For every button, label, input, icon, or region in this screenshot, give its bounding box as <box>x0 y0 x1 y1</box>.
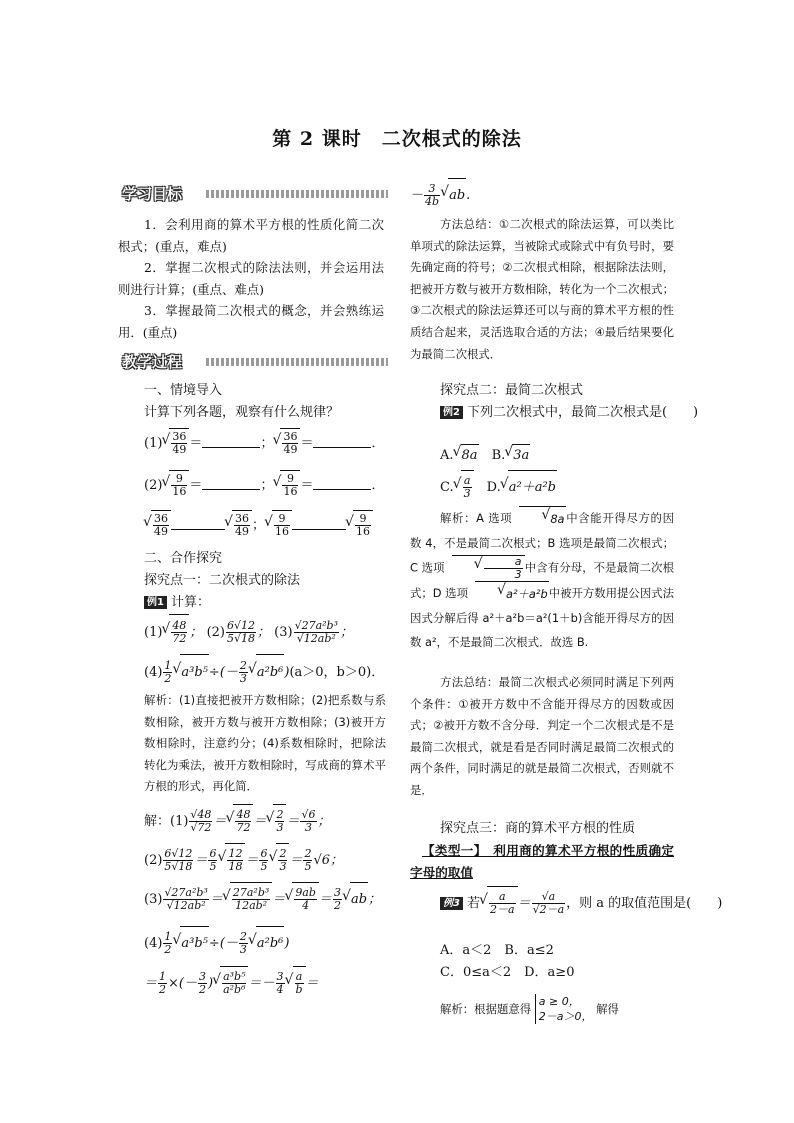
answer-blank <box>313 477 371 490</box>
section-goals-header <box>118 184 388 204</box>
goal-3: 3．掌握最简二次根式的概念，并会熟练运用．(重点) <box>118 303 384 340</box>
analysis-2: 解析：A 选项√ 8a中含能开得尽方的因数 4，不是最简二次根式；B 选项是最简二次根式；C 选项 √ $\frac{a}{3}$ 中含有分母，不是最简二次根式；D 选项√ a²＋a²b中被开方数用提公因式法因式分解后得 a²＋a²b＝a²(1＋b)含能开得尽方的因数 a²，不是最简二次根式．故选 B. <box>410 506 674 654</box>
section-process-label: 教学过程 <box>122 353 183 371</box>
analysis-1: 解析：(1)直接把被开方数相除；(2)把系数与系数相除，被开方数与被开方数相除；(3)被开方数相除时，注意约分；(4)系数相除时，把除法转化为乘法，被开方数相除时，写成商的算术平方根的形式，再化简． <box>144 693 386 794</box>
question-1: (1) √ $\frac{36}{49}$ ＝ ； √ $\frac{36}{49}$ ＝ ． <box>144 428 384 459</box>
analysis-3: 解析：根据题意得 a ≥ 0， 2－a＞0， 解得 <box>440 995 619 1023</box>
condition-system: a ≥ 0， 2－a＞0， <box>535 994 593 1024</box>
example-1-item4: (4) $\frac{1}{2}$ √ a³b⁵÷(－ $\frac{2}{3}$ √ a²b⁶)(a＞0，b＞0)． <box>144 654 384 691</box>
solution-4: (4) $\frac{1}{2}$ √ a³b⁵÷(－ $\frac{2}{3}$ √ a²b⁶) <box>144 926 289 961</box>
answer-blank <box>202 435 260 448</box>
example-1: 例1 计算： <box>144 592 210 614</box>
example-3: 例3 若 √ $\frac{a}{2-a}$ ＝ $\frac{√a}{√2-a}$ ，则 a 的取值范围是( ) <box>440 886 722 921</box>
solution-4-result: － $\frac{3}{4b}$ √ ab. <box>410 178 470 213</box>
answer-blank <box>202 477 260 490</box>
goal-1: 1．会利用商的算术平方根的性质化简二次根式；(重点，难点) <box>118 217 384 254</box>
heading-situation: 一、情境导入 <box>144 383 223 398</box>
topic-1: 探究点一：二次根式的除法 <box>144 573 301 588</box>
comparison-row: √ $\frac{36}{49}$ √ $\frac{36}{49}$ ； √ $\frac{9}{16}$ √ $\frac{9}{16}$ <box>144 510 373 541</box>
solution-1: 解：(1) $\frac{√48}{√72}$ ＝ √ $\frac{48}{72}$ ＝ √ $\frac{2}{3}$ ＝ $\frac{√6}{3}$ ； <box>144 804 331 839</box>
answer-blank <box>313 435 371 448</box>
example-badge: 例3 <box>440 897 463 910</box>
example-2-optionsAB: A.√ 8a B.√ 3a <box>440 444 530 467</box>
method-summary-2: 方法总结：最简二次根式必须同时满足下列两个条件：①被开方数中不含能开得尽方的因数或因式；②被开方数不含分母．判定一个二次根式是不是最简二次根式，就是看是否同时满足最简二次根式的两个条件，同时满足的就是最简二次根式，否则就不是． <box>410 675 674 797</box>
topic-3: 探究点三：商的算术平方根的性质 <box>440 821 636 836</box>
intro-text: 计算下列各题，观察有什么规律？ <box>144 405 340 420</box>
heading-cooperation: 二、合作探究 <box>144 551 223 566</box>
example-3-optionsAB: A．a＜2 B．a≤2 <box>440 943 554 958</box>
goal-2: 2．掌握二次根式的除法法则，并会运用法则进行计算；(重点、难点) <box>118 260 384 297</box>
type-1-heading: 【类型一】 利用商的算术平方根的性质确定字母的取值 <box>410 843 674 880</box>
example-2-optionsCD: C. √ $\frac{a}{3}$ D.√ a²＋a²b <box>440 470 557 505</box>
solution-3: (3) $\frac{\text{√27a²b³}}{\text{√12ab²}}$ ＝ √ $\frac{\text{27a²b³}}{\text{12ab²}}$ ＝ √ $\frac{9ab}{4}$ ＝ $\frac{3}{2}$ √ ab； <box>144 882 381 917</box>
example-badge: 例1 <box>144 596 167 609</box>
section-process-header <box>118 352 388 372</box>
section-stripe <box>206 358 388 366</box>
example-badge: 例2 <box>440 406 463 419</box>
question-2: (2) √ $\frac{9}{16}$ ＝ ； √ $\frac{9}{16}$ ＝ ． <box>144 470 384 501</box>
example-2: 例2 下列二次根式中，最简二次根式是( ) <box>440 402 698 424</box>
solution-4-cont: ＝ $\frac{1}{2}$ ×(－ $\frac{3}{2}$ ) √ $\frac{\text{a³b⁵}}{\text{a²b⁶}}$ ＝－ $\frac{3}{4}$ √ $\frac{a}{b}$ ＝ <box>144 966 319 1001</box>
solution-2: (2) $\frac{6√12}{5√18}$ ＝ $\frac{6}{5}$ √ $\frac{12}{18}$ ＝ $\frac{6}{5}$ √ $\frac{2}{3}$ ＝ $\frac{2}{5}$ √6； <box>144 843 343 878</box>
section-stripe <box>206 190 388 198</box>
topic-2: 探究点二：最简二次根式 <box>440 383 584 398</box>
page-title: 第 2 课时 二次根式的除法 <box>272 128 522 150</box>
example-3-optionsCD: C．0≤a＜2 D．a≥0 <box>440 965 575 980</box>
section-goals-label: 学习目标 <box>122 185 183 203</box>
method-summary-1: 方法总结：①二次根式的除法运算，可以类比单项式的除法运算，当被除式或除式中有负号时，要先确定商的符号；②二次根式相除，根据除法法则，把被开方数与被开方数相除，转化为一个二次根式；③二次根式的除法运算还可以与商的算术平方根的性质结合起来，灵活选取合适的方法；④最后结果要化为最简二次根式． <box>410 217 674 361</box>
example-1-items: (1) √ $\frac{48}{72}$ ； (2) $\frac{6√12}{5√18}$ ； (3) $\frac{\text{√27a²b³}}{\text{√12ab²}}$ ； <box>144 614 353 651</box>
